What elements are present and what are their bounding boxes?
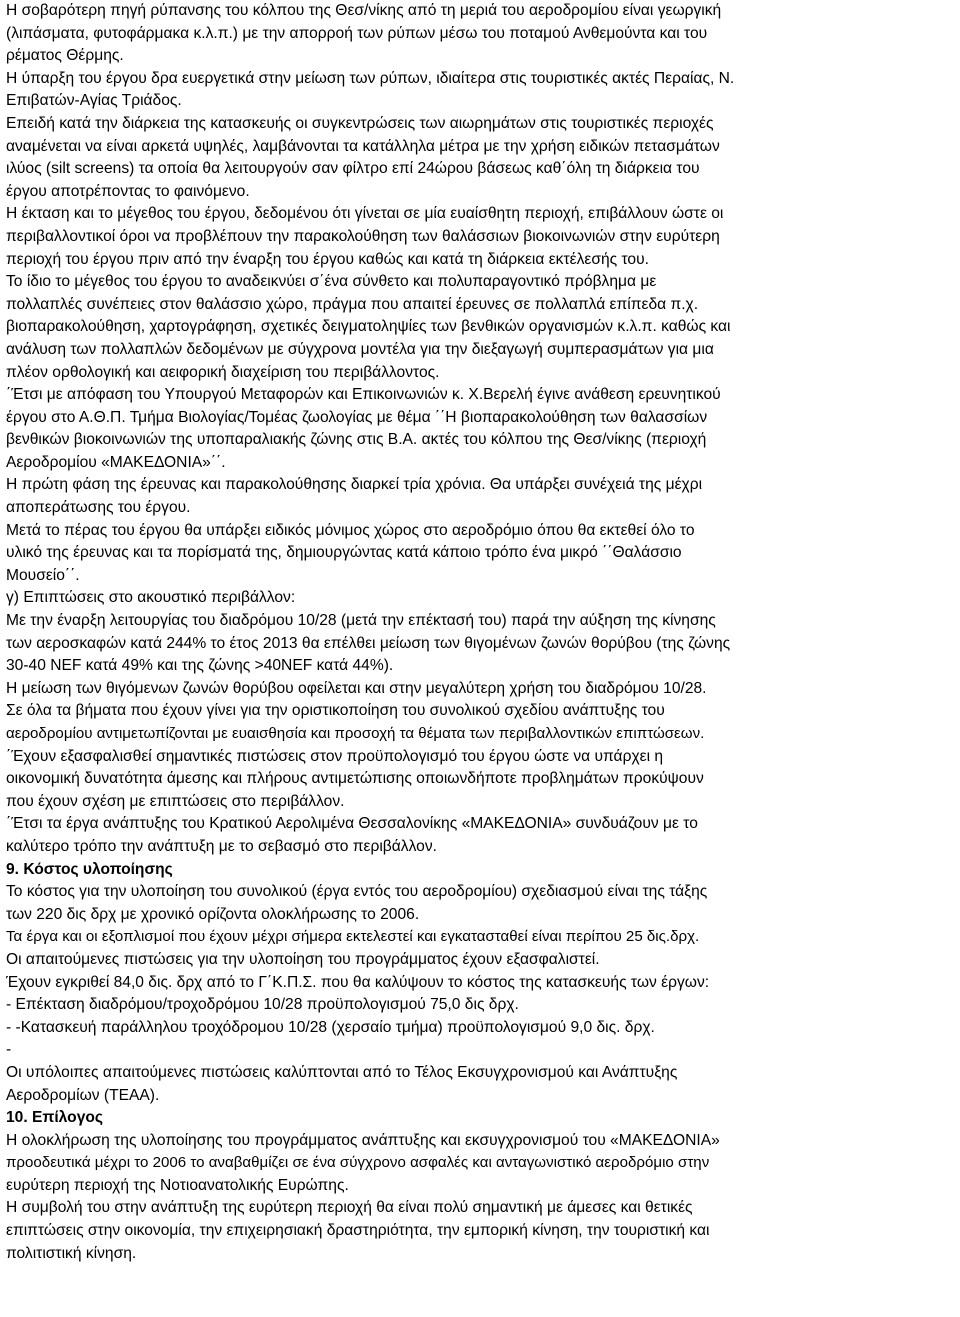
- text-line: Η έκταση και το μέγεθος του έργου, δεδομένου ότι γίνεται σε μία ευαίσθητη περιοχή, επιβάλλουν ώστε οι: [6, 205, 724, 223]
- text-line: καλύτερο τρόπο την ανάπτυξη με το σεβασμό στο περιβάλλον.: [6, 837, 437, 855]
- text-line: -: [6, 1041, 12, 1059]
- text-line: βενθικών βιοκοινωνιών της υποπαραλιακής ζώνης στις Β.Α. ακτές του κόλπου της Θεσ/νίκης (περιοχή: [6, 431, 707, 449]
- text-line: περιοχή του έργου πριν από την έναρξη του έργου καθώς και κατά τη διάρκεια εκτέλεσής του.: [6, 250, 649, 268]
- text-line: των 220 δις δρχ με χρονικό ορίζοντα ολοκλήρωσης το 2006.: [6, 905, 420, 923]
- text-line: περιβαλλοντικοί όροι να προβλέπουν την παρακολούθηση των θαλάσσιων βιοκοινωνιών στην ευρύτερη: [6, 227, 720, 245]
- text-line: γ) Επιπτώσεις στο ακουστικό περιβάλλον:: [6, 589, 296, 607]
- text-line: ΄Έτσι με απόφαση του Υπουργού Μεταφορών και Επικοινωνιών κ. Χ.Βερελή έγινε ανάθεση ερευνητικού: [6, 386, 721, 404]
- text-line: ΄Έχουν εξασφαλισθεί σημαντικές πιστώσεις στον προϋπολογισμό του έργου ώστε να υπάρχει η: [6, 747, 664, 765]
- text-line: 30-40 NEF κατά 49% και της ζώνης >40NEF κατά 44%).: [6, 657, 394, 675]
- text-line: Μετά το πέρας του έργου θα υπάρξει ειδικός μόνιμος χώρος στο αεροδρόμιο όπου θα εκτεθεί όλο το: [6, 521, 695, 539]
- text-line: Αεροδρομίου «ΜΑΚΕΔΟΝΙΑ»΄΄.: [6, 453, 226, 471]
- text-line: έργου αποτρέποντας το φαινόμενο.: [6, 182, 250, 200]
- text-line: των αεροσκαφών κατά 244% το έτος 2013 θα επέλθει μείωση των θιγομένων ζωνών θορύβου (της ζώνης: [6, 634, 731, 652]
- text-line: Η σοβαρότερη πηγή ρύπανσης του κόλπου της Θεσ/νίκης από τη μεριά του αεροδρομίου είναι γεωργική: [6, 2, 722, 19]
- text-line: Τα έργα και οι εξοπλισμοί που έχουν μέχρι σήμερα εκτελεστεί και εγκατασταθεί είναι περίπου 25 δις.δρχ.: [6, 928, 700, 946]
- text-line: ΄Έτσι τα έργα ανάπτυξης του Κρατικού Αερολιμένα Θεσσαλονίκης «ΜΑΚΕΔΟΝΙΑ» συνδυάζουν με το: [6, 815, 698, 833]
- text-line: (λιπάσματα, φυτοφάρμακα κ.λ.π.) με την απορροή των ρύπων μέσω του ποταμού Ανθεμούντα και του: [6, 24, 708, 42]
- text-line: Μουσείο΄΄.: [6, 566, 80, 584]
- text-line: Η πρώτη φάση της έρευνας και παρακολούθησης διαρκεί τρία χρόνια. Θα υπάρξει συνέχειά της μέχρι: [6, 476, 703, 494]
- text-line: αποπεράτωσης του έργου.: [6, 499, 191, 517]
- text-line: Αεροδρομίων (ΤΕΑΑ).: [6, 1086, 160, 1104]
- text-line: Έχουν εγκριθεί 84,0 δις. δρχ από το Γ΄Κ.Π.Σ. που θα καλύψουν το κόστος της κατασκευής των έργων:: [6, 973, 710, 991]
- text-line: έργου στο Α.Θ.Π. Τμήμα Βιολογίας/Τομέας ζωολογίας με θέμα ΄΄Η βιοπαρακολούθηση των θαλασσίων: [6, 408, 708, 426]
- text-line: που έχουν σχέση με επιπτώσεις στο περιβάλλον.: [6, 792, 345, 810]
- text-line: προοδευτικά μέχρι το 2006 το αναβαθμίζει σε ένα σύγχρονο ασφαλές και ανταγωνιστικό αεροδρόμιο στην: [6, 1154, 710, 1172]
- text-line: πολλαπλές συνέπειες στον θαλάσσιο χώρο, πράγμα που απαιτεί έρευνες σε πολλαπλά επίπεδα π.χ.: [6, 295, 699, 313]
- text-line: υλικό της έρευνας και τα πορίσματά της, δημιουργώντας κατά κάποιο τρόπο ένα μικρό ΄΄Θαλάσσιο: [6, 544, 682, 562]
- document-page: [6, 0, 956, 1265]
- text-line: Επειδή κατά την διάρκεια της κατασκευής οι συγκεντρώσεις των αιωρημάτων στις τουριστικές περιοχές: [6, 114, 714, 132]
- text-line: Η συμβολή του στην ανάπτυξη της ευρύτερη περιοχή θα είναι πολύ σημαντική με άμεσες και θετικές: [6, 1199, 693, 1217]
- text-line: Το ίδιο το μέγεθος του έργου το αναδεικνύει σ΄ένα σύνθετο και πολυπαραγοντικό πρόβλημα με: [6, 273, 657, 291]
- text-line: αεροδρομίου αντιμετωπίζονται με ευαισθησία και προσοχή τα θέματα των περιβαλλοντικών επιπτώσεων.: [6, 725, 705, 742]
- text-line: Η ύπαρξη του έργου δρα ευεργετικά στην μείωση των ρύπων, ιδιαίτερα στις τουριστικές ακτές Περαίας, Ν.: [6, 69, 735, 87]
- text-line: - -Κατασκευή παράλληλου τροχόδρομου 10/28 (χερσαίο τμήμα) προϋπολογισμού 9,0 δις. δρχ.: [6, 1018, 655, 1036]
- text-line: Η μείωση των θιγόμενων ζωνών θορύβου οφείλεται και στην μεγαλύτερη χρήση του διαδρόμου 10/28.: [6, 679, 707, 697]
- text-line: πλέον ορθολογική και αειφορική διαχείριση του περιβάλλοντος.: [6, 363, 440, 381]
- section-heading: 10. Επίλογος: [6, 1109, 103, 1127]
- text-line: Οι απαιτούμενες πιστώσεις για την υλοποίηση του προγράμματος έχουν εξασφαλιστεί.: [6, 950, 600, 968]
- text-line: ρέματος Θέρμης.: [6, 47, 124, 65]
- text-line: βιοπαρακολούθηση, χαρτογράφηση, σχετικές δειγματοληψίες των βενθικών οργανισμών κ.λ.π. καθώς και: [6, 318, 731, 336]
- text-line: Με την έναρξη λειτουργίας του διαδρόμου 10/28 (μετά την επέκτασή του) παρά την αύξηση της κίνησης: [6, 612, 716, 630]
- text-line: - Επέκταση διαδρόμου/τροχοδρόμου 10/28 προϋπολογισμού 75,0 δις δρχ.: [6, 996, 519, 1014]
- text-line: ευρύτερη περιοχή της Νοτιοανατολικής Ευρώπης.: [6, 1176, 349, 1194]
- text-line: πολιτιστική κίνηση.: [6, 1244, 137, 1262]
- text-line: Το κόστος για την υλοποίηση του συνολικού (έργα εντός του αεροδρομίου) σχεδιασμού είναι της τάξης: [6, 883, 708, 901]
- text-line: Η ολοκλήρωση της υλοποίησης του προγράμματος ανάπτυξης και εκσυγχρονισμού του «ΜΑΚΕΔΟΝΙΑ»: [6, 1131, 720, 1149]
- text-line: ιλύος (silt screens) τα οποία θα λειτουργούν σαν φίλτρο επί 24ώρου βάσεως καθ΄όλη τη διάρκεια του: [6, 160, 700, 178]
- text-line: Επιβατών-Αγίας Τριάδος.: [6, 92, 182, 110]
- text-line: οικονομική δυνατότητα άμεσης και πλήρους αντιμετώπισης οποιωνδήποτε προβλημάτων προκύψουν: [6, 770, 704, 788]
- text-line: επιπτώσεις στην οικονομία, την επιχειρησιακή δραστηριότητα, την εμπορική κίνηση, την τουριστική και: [6, 1222, 710, 1240]
- section-heading: 9. Κόστος υλοποίησης: [6, 860, 173, 878]
- text-line: Σε όλα τα βήματα που έχουν γίνει για την οριστικοποίηση του συνολικού σχεδίου ανάπτυξης του: [6, 702, 665, 720]
- text-line: ανάλυση των πολλαπλών δεδομένων με σύγχρονα μοντέλα για την διεξαγωγή συμπερασμάτων για μια: [6, 340, 714, 358]
- text-line: αναμένεται να είναι αρκετά υψηλές, λαμβάνονται τα κατάλληλα μέτρα με την χρήση ειδικών πετασμάτων: [6, 137, 720, 155]
- text-line: Οι υπόλοιπες απαιτούμενες πιστώσεις καλύπτονται από το Τέλος Εκσυγχρονισμού και Ανάπτυξης: [6, 1063, 678, 1081]
